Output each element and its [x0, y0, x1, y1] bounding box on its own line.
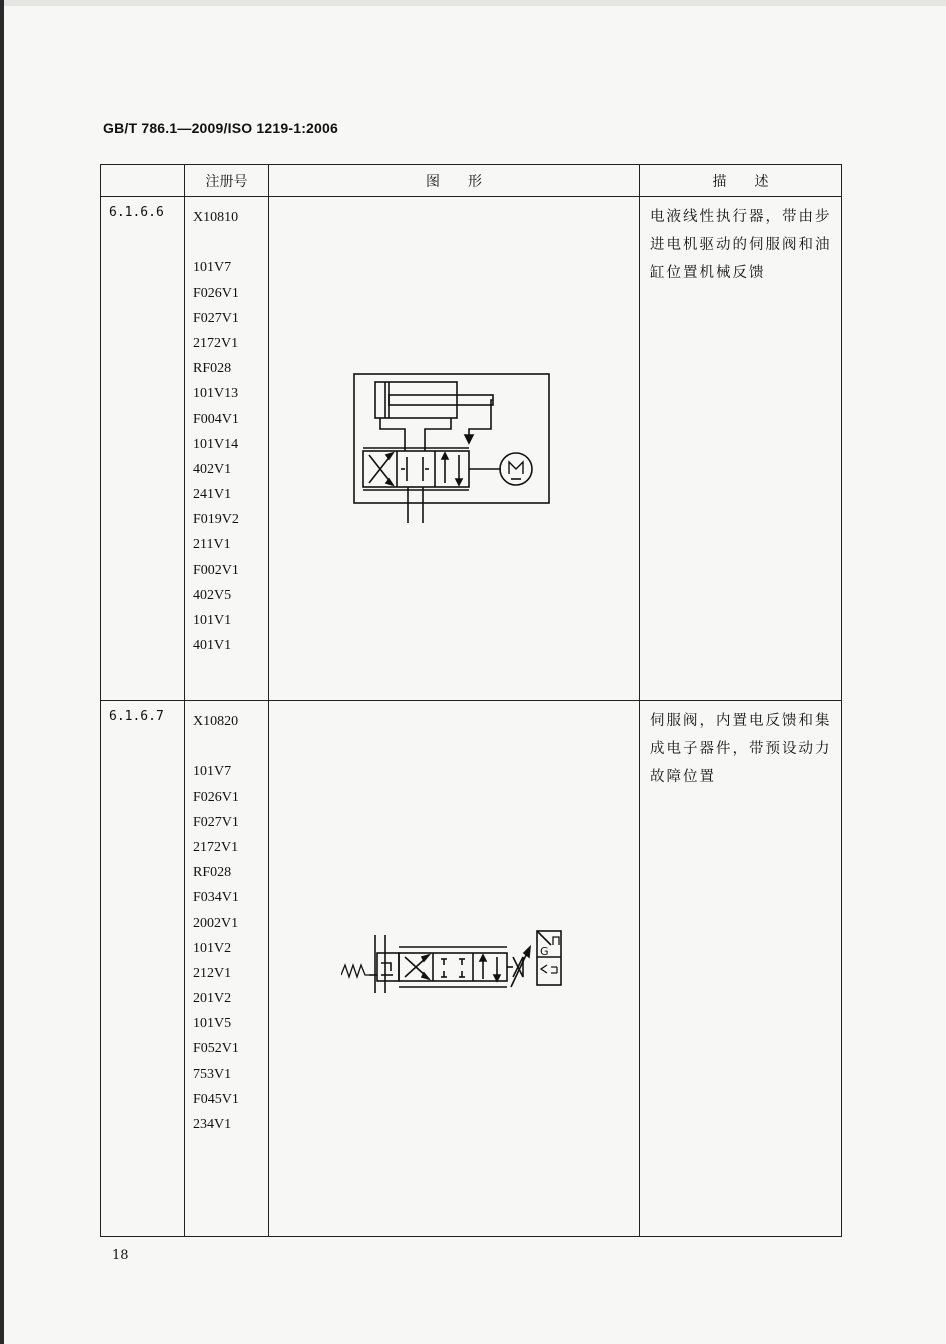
registration-number: 241V1: [193, 487, 232, 503]
registration-number: 212V1: [193, 965, 232, 981]
registration-number: F034V1: [193, 890, 239, 906]
registration-number: 101V5: [193, 1016, 232, 1032]
registration-number: 2172V1: [193, 839, 239, 855]
registration-number: 101V13: [193, 386, 239, 402]
registration-number: RF028: [193, 865, 232, 881]
registration-number: F027V1: [193, 814, 239, 830]
col-number-header: [101, 165, 185, 197]
registration-number: 401V1: [193, 638, 232, 654]
electronics-label: G: [540, 945, 549, 958]
registration-number: 101V14: [193, 436, 239, 452]
col-figure-header: 图 形: [269, 165, 640, 197]
registration-number: 101V1: [193, 613, 232, 628]
description-cell: [640, 197, 842, 701]
figure-cell: [269, 197, 640, 701]
registration-number: 201V2: [193, 991, 232, 1007]
col-description-header: 描 述: [640, 165, 842, 197]
spring-icon: [341, 965, 369, 977]
scan-edge: [0, 0, 946, 6]
registration-number: 101V2: [193, 940, 232, 956]
registration-number: 101V7: [193, 764, 232, 780]
registration-number: 211V1: [193, 537, 231, 553]
registration-number: 2172V1: [193, 335, 239, 351]
cylinder-body: [375, 382, 457, 418]
scan-border: [0, 0, 4, 1344]
col-registration-header: 注册号: [185, 165, 269, 197]
registration-number: X10820: [193, 714, 239, 729]
registration-number: RF028: [193, 361, 232, 377]
registration-number: X10810: [193, 210, 239, 225]
standard-header: GB/T 786.1—2009/ISO 1219-1:2006: [103, 120, 339, 136]
registration-cell: [185, 701, 269, 1237]
registration-number: F019V2: [193, 512, 239, 528]
item-number: 6.1.6.6: [101, 197, 185, 701]
description-cell: [640, 701, 842, 1237]
figure-cell: [269, 701, 640, 1237]
table-row: [101, 197, 842, 701]
description-text: 电液线性执行器，带由步进电机驱动的伺服阀和油缸位置机械反馈: [650, 209, 832, 281]
valve-body: [363, 451, 469, 487]
registration-number: F026V1: [193, 285, 239, 301]
electro-hydraulic-actuator-symbol: [353, 373, 553, 529]
registration-number: 2002V1: [193, 915, 239, 931]
registration-number: F045V1: [193, 1091, 239, 1107]
registration-number: F027V1: [193, 310, 239, 326]
piston-rod: [389, 395, 493, 405]
registration-number: 234V1: [193, 1117, 232, 1132]
port-line-b: [425, 418, 451, 451]
enclosure-frame: [354, 374, 549, 503]
registration-number: F004V1: [193, 411, 239, 427]
description-text: 伺服阀，内置电反馈和集成电子器件，带预设动力故障位置: [650, 713, 832, 785]
port-line-a: [380, 418, 405, 451]
electronics-box: [537, 931, 561, 985]
item-number: 6.1.6.7: [101, 701, 185, 1237]
registration-number: 402V1: [193, 461, 232, 477]
registration-number: F002V1: [193, 562, 239, 578]
table-header-row: [101, 165, 842, 197]
registration-number: F052V1: [193, 1041, 239, 1057]
page-number: 18: [112, 1248, 129, 1263]
registration-number: 402V5: [193, 587, 232, 603]
registration-number: 101V7: [193, 260, 232, 276]
table-row: [101, 701, 842, 1237]
registration-number: F026V1: [193, 789, 239, 805]
registration-cell: [185, 197, 269, 701]
symbol-table: [100, 164, 842, 1237]
registration-number: 753V1: [193, 1066, 232, 1082]
servo-valve-symbol: [341, 927, 563, 999]
